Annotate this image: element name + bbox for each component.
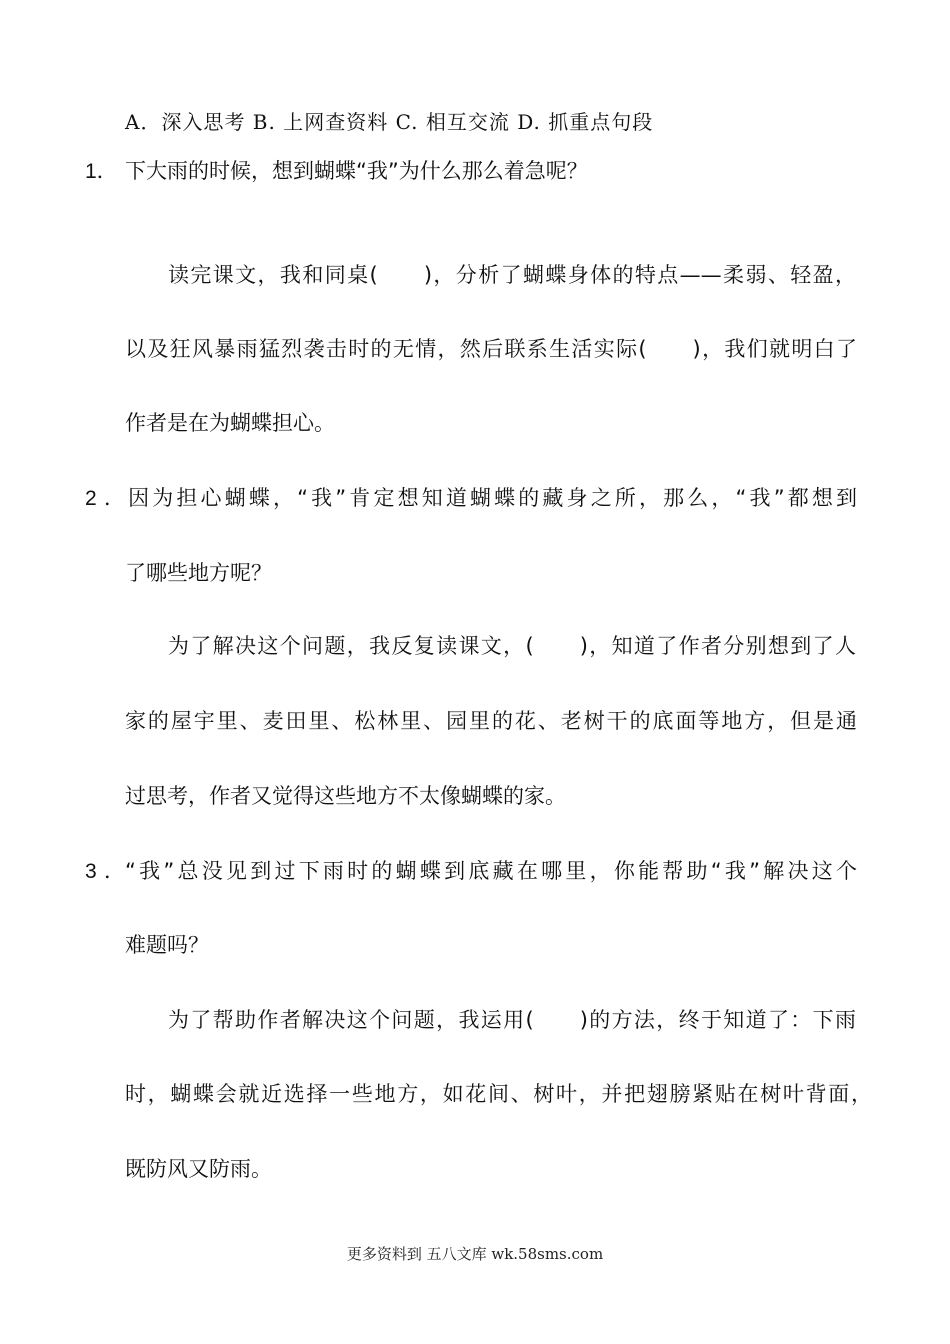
answer-line: 读完课文，我和同桌( )，分析了蝴蝶身体的特点——柔弱、轻盈， [168, 263, 856, 287]
answer-line: 时，蝴蝶会就近选择一些地方，如花间、树叶，并把翅膀紧贴在树叶背面， [125, 1082, 872, 1106]
question-text-continued: 了哪些地方呢？ [125, 561, 272, 585]
answer-line: 过思考，作者又觉得这些地方不太像蝴蝶的家。 [125, 784, 566, 808]
question-text: “我”总没见到过下雨时的蝴蝶到底藏在哪里，你能帮助“我”解决这个 [125, 859, 857, 883]
question-text-continued: 难题吗？ [125, 933, 209, 957]
answer-line: 以及狂风暴雨猛烈袭击时的无情，然后联系生活实际( )，我们就明白了 [125, 337, 857, 361]
question-1 [85, 157, 588, 186]
question-number: 1． [85, 160, 118, 183]
answer-options: A．深入思考 B. 上网查资料 C. 相互交流 D. 抓重点句段 [125, 110, 654, 134]
question-number: 2． [85, 487, 125, 510]
question-number: 3． [85, 860, 125, 883]
question-text: 因为担心蝴蝶，“我”肯定想知道蝴蝶的藏身之所，那么，“我”都想到 [125, 486, 857, 510]
answer-line: 作者是在为蝴蝶担心。 [125, 411, 335, 435]
question-2 [85, 484, 857, 513]
answer-line: 既防风又防雨。 [125, 1157, 272, 1181]
answer-line: 家的屋宇里、麦田里、松林里、园里的花、老树干的底面等地方，但是通 [125, 709, 857, 733]
footer-source: 更多资料到 五八文库 wk.58sms.com [346, 1245, 604, 1263]
question-text: 下大雨的时候，想到蝴蝶“我”为什么那么着急呢？ [125, 159, 588, 183]
question-3 [85, 857, 857, 886]
answer-line: 为了解决这个问题，我反复读课文，( )，知道了作者分别想到了人 [168, 634, 856, 658]
answer-line: 为了帮助作者解决这个问题，我运用( )的方法，终于知道了：下雨 [168, 1008, 856, 1032]
